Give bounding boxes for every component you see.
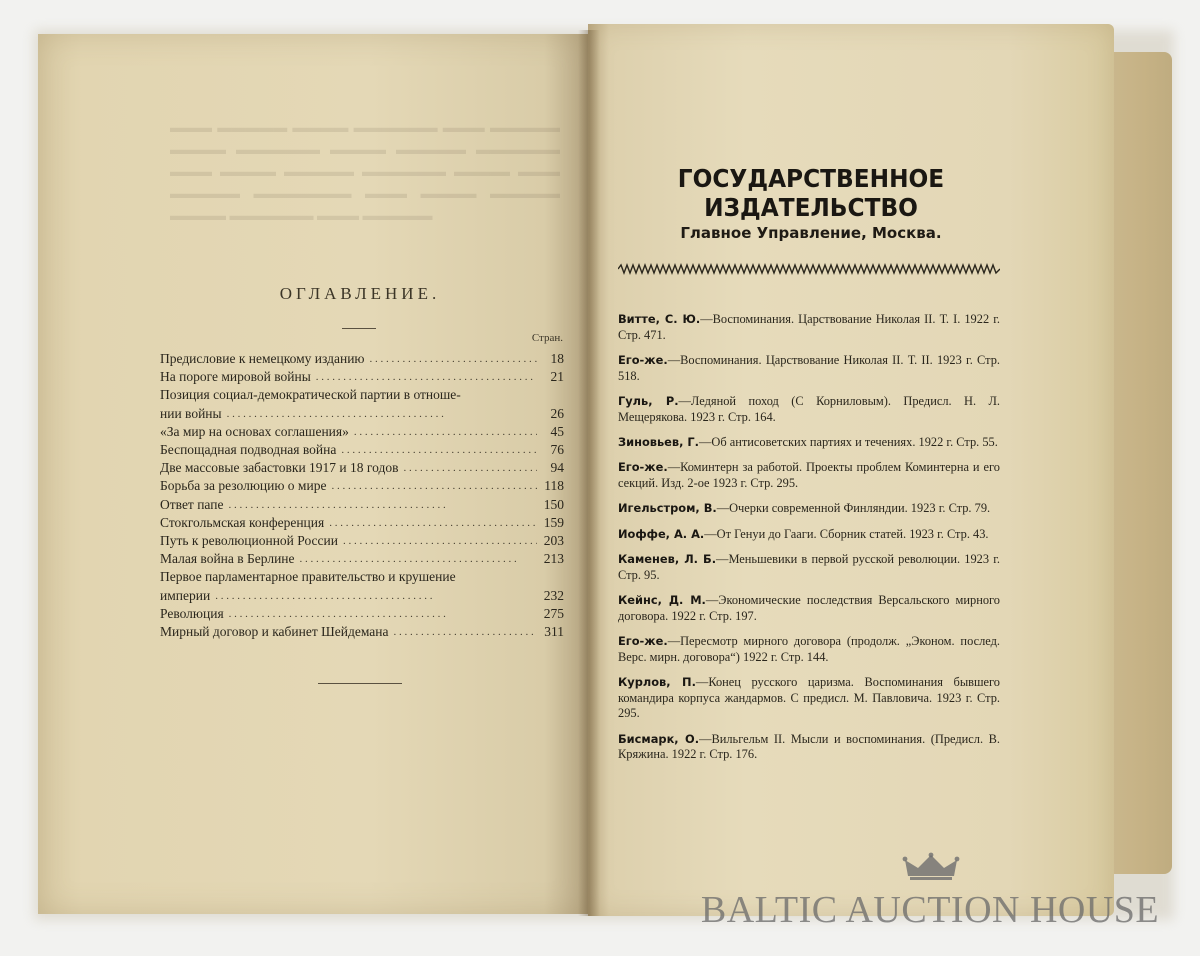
- toc-entry-title: Беспощадная подводная война: [160, 442, 337, 458]
- toc-entry-page: 21: [550, 369, 564, 385]
- toc-entry: [160, 459, 564, 477]
- toc-entry: [160, 605, 564, 623]
- dot-leader: [331, 477, 537, 495]
- toc-row: [160, 423, 564, 441]
- toc-entry-page: 311: [544, 624, 564, 640]
- toc-entry-title: Малая война в Берлине: [160, 551, 295, 567]
- toc-entry: [160, 441, 564, 459]
- toc-entry: [160, 496, 564, 514]
- ad-author: Его-же.: [618, 460, 668, 475]
- toc-entry: [160, 423, 564, 441]
- publisher-title: ГОСУДАРСТВЕННОЕ ИЗДАТЕЛЬСТВО: [677, 164, 945, 222]
- ornament-divider: [618, 262, 1000, 276]
- toc-entry-page: 203: [543, 533, 564, 549]
- toc-row: [160, 350, 564, 368]
- ad-entry: [618, 435, 1000, 451]
- ad-author: Витте, С. Ю.: [618, 312, 701, 326]
- toc-title: ОГЛАВЛЕНИЕ.: [279, 284, 441, 303]
- ad-text: —Об антисоветских партиях и течениях. 1922 г. Стр. 55.: [699, 434, 998, 449]
- toc-entry-title: Революция: [160, 605, 224, 621]
- ad-entry: [618, 732, 1000, 763]
- toc-entry-title-line: Позиция социал-демократической партии в отноше-: [160, 387, 461, 403]
- toc-entry-page: 94: [550, 460, 564, 476]
- ad-author: Бисмарк, О.: [618, 731, 700, 746]
- toc-entry: [160, 386, 564, 422]
- ad-entry: [618, 394, 1000, 425]
- dot-leader: [370, 350, 537, 368]
- ad-text: —Очерки современной Финляндии. 1923 г. Стр. 79.: [716, 501, 991, 516]
- toc-entry-title: На пороге мировой войны: [160, 369, 311, 385]
- toc-entry-page: 118: [544, 478, 564, 494]
- ad-author: Его-же.: [618, 352, 668, 367]
- toc-entry-title: «За мир на основах соглашения»: [160, 423, 349, 439]
- ad-author: Его-же.: [618, 634, 668, 649]
- toc-entry-page: 275: [543, 605, 564, 621]
- crown-icon: [902, 852, 960, 882]
- dot-leader: [343, 532, 537, 550]
- publisher-ads-list: [618, 312, 1000, 773]
- toc-row: [160, 623, 564, 641]
- bleed-through-texture: ▬▬▬ ▬▬▬▬▬ ▬▬▬▬ ▬▬▬▬▬▬ ▬▬▬ ▬▬▬▬▬ ▬▬▬▬ ▬▬▬▬▬▬ ▬▬▬▬ ▬▬▬▬▬ ▬▬▬▬▬▬ ▬▬▬ ▬▬▬▬ ▬▬▬▬▬ ▬▬▬▬▬▬ ▬▬▬▬ ▬▬▬ ▬▬▬▬▬ ▬▬▬▬▬▬▬ ▬▬▬ ▬▬▬▬ ▬▬▬▬▬ ▬▬▬▬ ▬▬▬▬▬▬ ▬▬▬ ▬▬▬▬▬: [170, 121, 560, 224]
- end-rule: [318, 683, 402, 684]
- ad-author: Игельстром, В.: [618, 501, 717, 516]
- toc-entry: [160, 550, 564, 568]
- toc-entry-page: 150: [543, 496, 564, 512]
- ad-entry: [618, 527, 1000, 543]
- ad-entry: [618, 634, 1000, 665]
- publisher-subtitle: Главное Управление, Москва.: [680, 224, 942, 242]
- ad-text: —Пересмотр мирного договора (продолж. „Эконом. послед. Верс. мирн. договора“) 1922 г. Стр. 144.: [618, 634, 1000, 664]
- toc-row: [160, 550, 564, 568]
- ad-entry: [618, 675, 1000, 722]
- title-rule: [342, 328, 376, 329]
- toc-entry: [160, 623, 564, 641]
- ad-author: Курлов, П.: [618, 675, 696, 690]
- toc-entry-page: 45: [550, 423, 564, 439]
- ad-text: —Вильгельм II. Мысли и воспоминания. (Предисл. В. Кряжина. 1922 г. Стр. 176.: [618, 731, 1001, 762]
- toc-row: [160, 477, 564, 495]
- toc-entry-title: Стокгольмская конференция: [160, 514, 325, 530]
- ad-text: —От Генуи до Гааги. Сборник статей. 1923 г. Стр. 43.: [704, 526, 989, 541]
- ad-entry: [618, 501, 1000, 517]
- dot-leader: [394, 623, 538, 641]
- ad-entry: [618, 593, 1000, 624]
- ad-entry: [618, 460, 1000, 491]
- toc-entry-title: Борьба за резолюцию о мире: [160, 478, 327, 494]
- toc-row: [160, 514, 564, 532]
- dot-leader: [229, 605, 537, 623]
- toc-entry-title: Ответ папе: [160, 496, 224, 512]
- dot-leader: [354, 423, 537, 441]
- dot-leader: [316, 368, 537, 386]
- ad-entry: [618, 353, 1000, 384]
- toc-entry-title: Две массовые забастовки 1917 и 18 годов: [160, 460, 399, 476]
- toc-entry-page: 18: [550, 351, 564, 366]
- toc-page-column-label: Стран.: [531, 332, 563, 344]
- ad-author: Каменев, Л. Б.: [618, 552, 717, 567]
- toc-entry: [160, 532, 564, 550]
- ad-text: —Воспоминания. Царствование Николая II. Т. I. 1922 г. Стр. 471.: [618, 312, 1000, 342]
- toc-row: [160, 532, 564, 550]
- toc-entry-page: 76: [550, 442, 564, 458]
- ad-text: —Меньшевики в первой русской революции. 1923 г. Стр. 95.: [618, 552, 1000, 582]
- toc-row: [160, 605, 564, 623]
- toc-row: [160, 405, 564, 423]
- table-of-contents: [160, 350, 564, 641]
- toc-row: [160, 368, 564, 386]
- toc-entry-title-line: Первое парламентарное правительство и крушение: [160, 569, 456, 585]
- ad-author: Иоффе, А. А.: [618, 526, 705, 541]
- toc-entry: [160, 368, 564, 386]
- toc-entry: [160, 568, 564, 604]
- toc-row: [160, 441, 564, 459]
- toc-entry-page: 26: [550, 405, 564, 421]
- dot-leader: [228, 496, 537, 514]
- toc-row: [160, 496, 564, 514]
- toc-entry-title: Путь к революционной России: [160, 533, 338, 549]
- toc-entry-page: 159: [543, 514, 564, 530]
- book-gutter: [578, 30, 600, 916]
- toc-entry-page: 213: [543, 551, 564, 567]
- ad-entry: [618, 552, 1000, 583]
- ad-text: —Экономические последствия Версальского мирного договора. 1922 г. Стр. 197.: [618, 593, 1000, 623]
- toc-entry-title: Мирный договор и кабинет Шейдемана: [160, 624, 389, 640]
- toc-entry: [160, 350, 564, 368]
- toc-entry: [160, 477, 564, 495]
- dot-leader: [341, 441, 537, 459]
- ad-text: —Воспоминания. Царствование Николая II. Т. II. 1923 г. Стр. 518.: [618, 352, 1000, 383]
- toc-entry-title: Предисловие к немецкому изданию: [160, 351, 365, 366]
- toc-row: [160, 587, 564, 605]
- watermark: BALTIC AUCTION HOUSE: [700, 889, 1160, 931]
- ad-text: —Конец русского царизма. Воспоминания бывшего командира корпуса жандармов. С предисл. М. Павловича. 1923 г. Стр. 295.: [618, 675, 1001, 721]
- toc-row: [160, 459, 564, 477]
- toc-entry: [160, 514, 564, 532]
- dot-leader: [300, 550, 537, 568]
- toc-entry-page: 232: [543, 587, 564, 603]
- ad-text: —Ледяной поход (С Корниловым). Предисл. Н. Л. Мещерякова. 1923 г. Стр. 164.: [618, 393, 1000, 424]
- dot-leader: [403, 459, 537, 477]
- ad-text: —Коминтерн за работой. Проекты проблем Коминтерна и его секций. Изд. 2-ое 1923 г. Стр. 295.: [618, 460, 1000, 490]
- ad-author: Зиновьев, Г.: [618, 434, 699, 449]
- toc-entry-title: нии войны: [160, 405, 222, 421]
- dot-leader: [227, 405, 537, 423]
- ad-entry: [618, 312, 1000, 343]
- dot-leader: [215, 587, 537, 605]
- dot-leader: [329, 514, 537, 532]
- ad-author: Кейнс, Д. М.: [618, 593, 706, 608]
- ad-author: Гуль, Р.: [618, 393, 679, 408]
- toc-entry-title: империи: [160, 587, 211, 603]
